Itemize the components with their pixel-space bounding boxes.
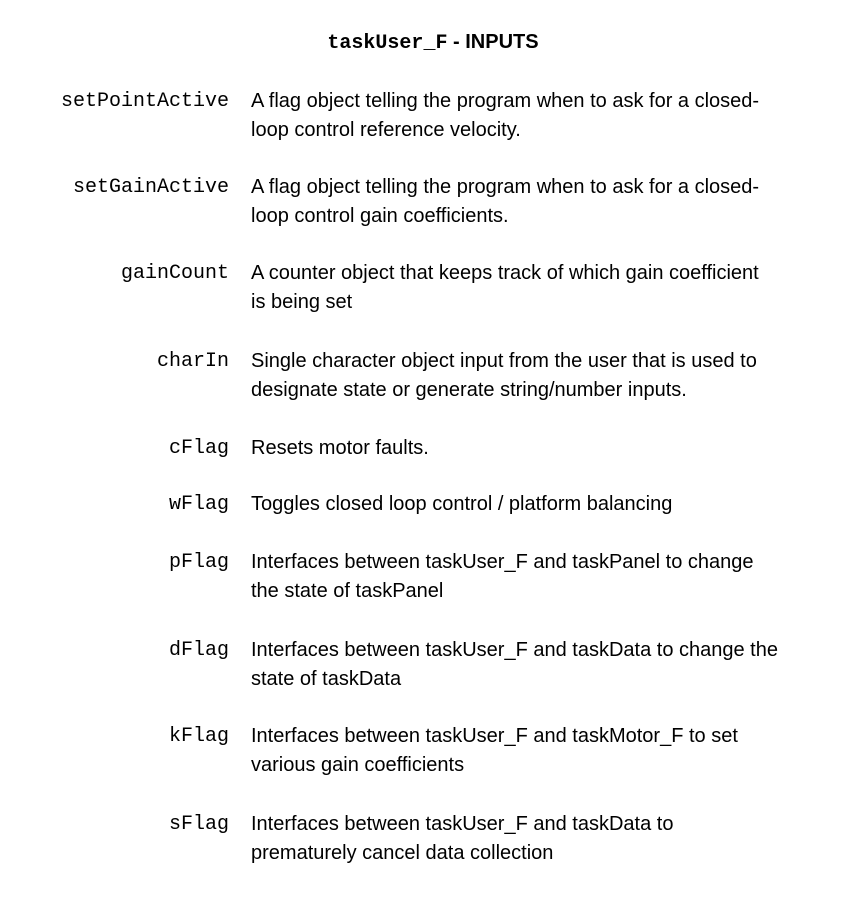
description-line: loop control reference velocity. [251, 119, 521, 141]
description-line: Interfaces between taskUser_F and taskData to change the [251, 639, 778, 661]
input-name: cFlag [168, 437, 229, 460]
input-name: gainCount [120, 262, 229, 285]
description-line: loop control gain coefficients. [251, 205, 509, 227]
input-description [251, 636, 831, 694]
description-line: A flag object telling the program when to ask for a closed- [251, 176, 760, 198]
description-line: state of taskData [251, 668, 402, 690]
description-line: Interfaces between taskUser_F and taskData to [251, 813, 674, 835]
input-description [251, 173, 831, 231]
description-line: designate state or generate string/number inputs. [251, 379, 687, 401]
description-line: Toggles closed loop control / platform balancing [251, 493, 673, 515]
description-line: A flag object telling the program when to ask for a closed- [251, 90, 760, 112]
description-line: Resets motor faults. [251, 437, 429, 459]
page-title [0, 29, 866, 57]
title-separator: - [447, 31, 466, 53]
input-name: sFlag [168, 813, 229, 836]
input-description [251, 722, 831, 780]
description-line: is being set [251, 291, 353, 313]
input-name: setGainActive [72, 176, 229, 199]
description-line: prematurely cancel data collection [251, 842, 554, 864]
input-description [251, 259, 831, 317]
description-line: Single character object input from the user that is used to [251, 350, 757, 372]
input-description [251, 490, 831, 519]
input-description [251, 434, 831, 463]
input-name: kFlag [168, 725, 229, 748]
input-description [251, 87, 831, 145]
description-line: Interfaces between taskUser_F and taskPanel to change [251, 551, 754, 573]
input-name: pFlag [168, 551, 229, 574]
input-name: setPointActive [60, 90, 229, 113]
description-line: A counter object that keeps track of which gain coefficient [251, 262, 759, 284]
input-description [251, 347, 831, 405]
input-description [251, 548, 831, 606]
title-module-name: taskUser_F [327, 32, 448, 55]
title-section-label: INPUTS [465, 31, 539, 53]
input-description [251, 810, 831, 868]
description-line: the state of taskPanel [251, 580, 444, 602]
input-name: charIn [156, 350, 229, 373]
input-name: wFlag [168, 493, 229, 516]
description-line: various gain coefficients [251, 754, 465, 776]
description-line: Interfaces between taskUser_F and taskMotor_F to set [251, 725, 738, 747]
input-name: dFlag [168, 639, 229, 662]
